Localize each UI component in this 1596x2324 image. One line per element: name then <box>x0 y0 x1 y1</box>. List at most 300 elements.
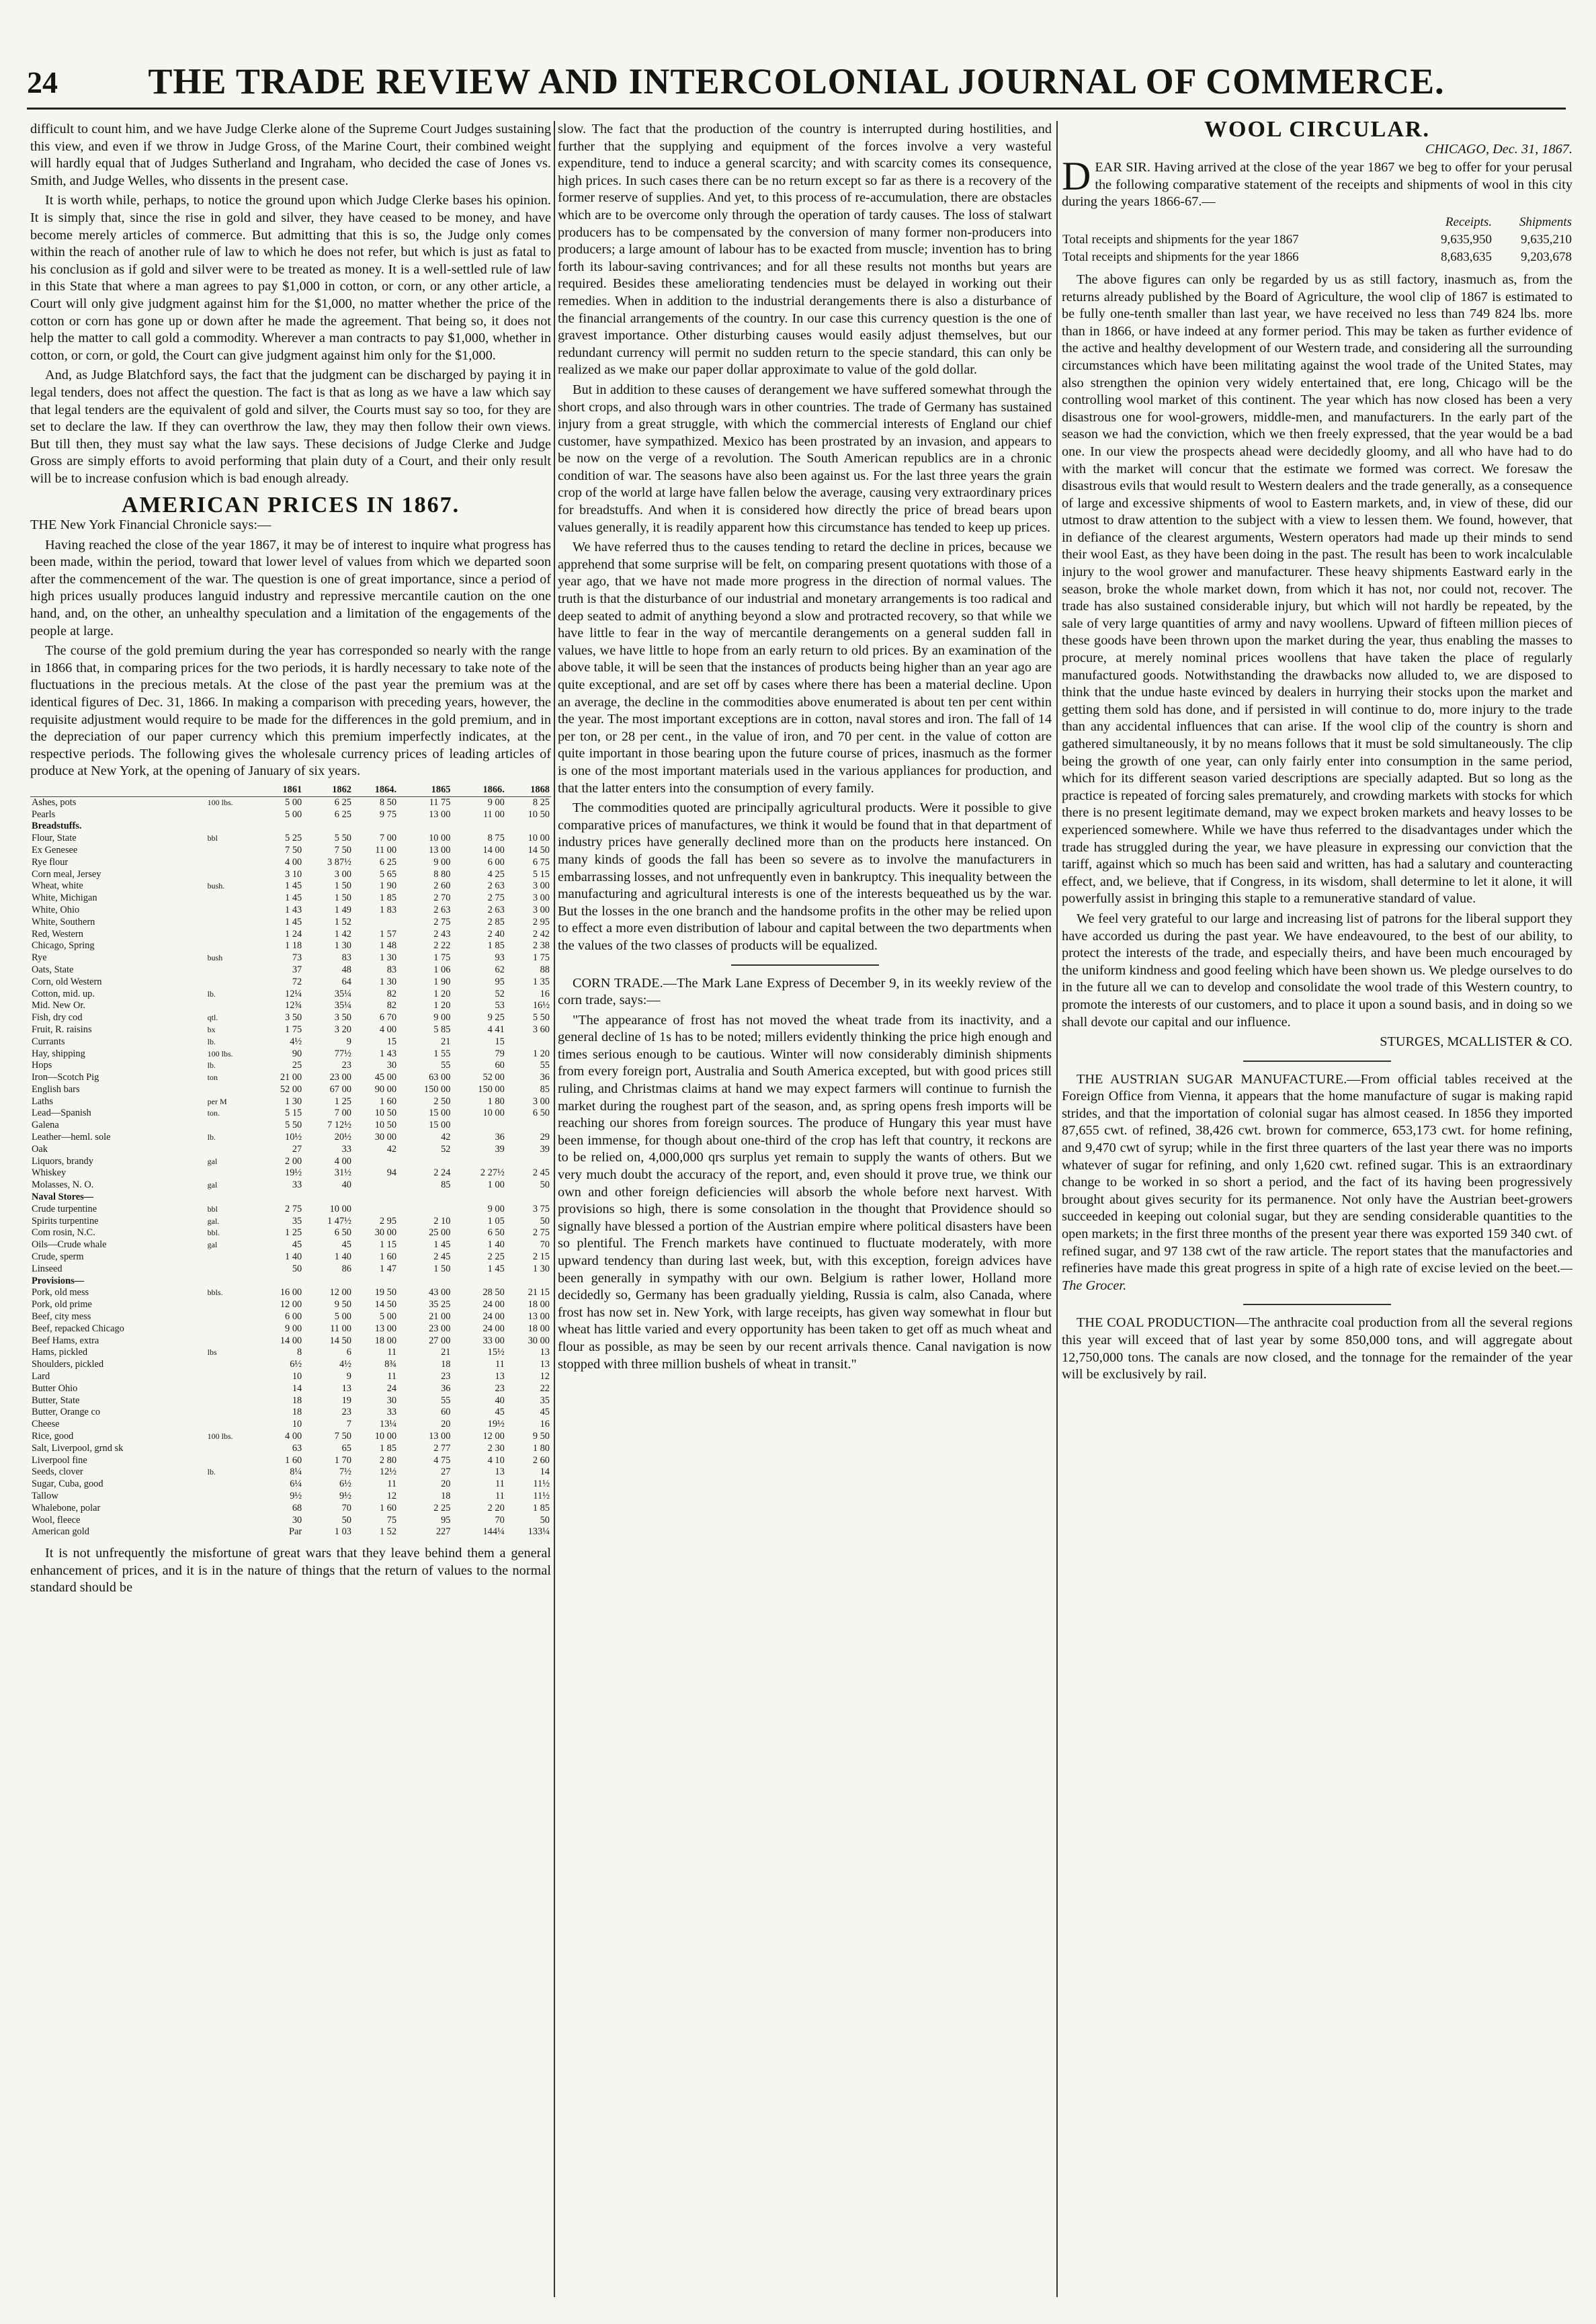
price-cell: 8 80 <box>433 868 451 880</box>
commodity-name: White, Michigan <box>32 893 97 904</box>
coal-article <box>1062 1315 1572 1383</box>
commodity-name: Crude, sperm <box>32 1251 84 1263</box>
price-cell: 2 95 <box>532 916 550 927</box>
price-cell: 5 50 <box>334 833 351 844</box>
price-cell: 13¼ <box>379 1419 397 1430</box>
price-cell: 62 <box>495 964 505 975</box>
price-cell: 29 <box>540 1132 550 1143</box>
commodity-name: White, Ohio <box>32 904 80 915</box>
row-label: Total receipts and shipments for the year 1866 <box>1062 249 1299 264</box>
price-cell: 133¼ <box>528 1526 550 1538</box>
price-cell: 53 <box>495 1000 505 1011</box>
receipts-value: 8,683,635 <box>1441 249 1493 264</box>
price-cell <box>506 1036 551 1048</box>
commodity-name: Oak <box>32 1143 48 1155</box>
commodity-unit <box>206 1359 258 1371</box>
column-1 <box>30 121 551 2297</box>
price-cell: 10½ <box>285 1132 302 1143</box>
table-row <box>30 1156 551 1168</box>
price-cell <box>258 1276 303 1288</box>
price-cell: 7 00 <box>334 1108 351 1119</box>
commodity-name: Butter, Orange co <box>32 1407 101 1418</box>
price-cell: 2 75 <box>532 1227 550 1239</box>
price-cell: 2 63 <box>433 904 451 915</box>
commodity-name: Oats, State <box>32 964 74 975</box>
commodity-name: Lard <box>32 1371 50 1382</box>
price-cell: 11 00 <box>482 808 505 820</box>
price-cell: 23 <box>341 1060 351 1071</box>
price-cell: 93 <box>495 952 505 964</box>
price-cell: 43 00 <box>429 1287 451 1298</box>
section-rule <box>1243 1061 1391 1062</box>
price-cell: 70 <box>341 1502 351 1513</box>
paragraph: The above figures can only be regarded by us as still factory, inasmuch as, from the returns already published by the Board of Agriculture, the wool clip of 1867 is estimated to be fully one-tenth smaller than last year, we have received no less than 749 824 lbs. more than in 1866, or have indeed at any former period. This may be taken as further evidence of the active and healthy development of our Western trade, and considering all the surrounding circumstances which have been militating against the wool trade of the United States, may also strengthen the opinion very widely entertained that, ere long, Chicago will be the controlling wool market of this continent. The year which has now closed has been a very disastrous one for wool-growers, middle-men, and manufacturers. In the early part of the season we had the conviction, which we then freely expressed, that the year would be a bad one. In our view the prospects ahead were decidedly gloomy, and all who have had to do with the market will concur that the estimate we formed was correct. We foresaw the disastrous evils that would result to Western dealers and the trade generally, as a consequence of large and excessive shipments of wool to Eastern markets, and, in view of these, did our utmost to draw attention to the subject with a view to lessen them. We found, however, that in defiance of the clearest arguments, Western operators had made up their minds to send their wool East, as they have been doing in the past. The result has been to work incalculable injury to the wool grower and manufacturer. These heavy shipments Eastward early in the season, broke the whole market down, from which it has not, nor could not, recover. The trade has also sustained considerable injury, but which will not hardly be repeated, by the sale of very large quantities of army and navy woollens. Upward of fifteen million pieces of these goods have been thrown upon the market during the year, thus enabling the masses to procure, at merely nominal prices woollens that have taken the place of regularly manufactured goods. Notwithstanding the drawbacks now alluded to, we are disposed to think that the undue haste evinced by dealers in hurrying their stocks upon the market and getting them sold has done, and if persisted in will continue to do, more injury to the trade than any accidental influences that can arise. If the wool clip of the country is shorn and gathered simultaneously, it by no means follows that it must be sold simultaneously. The clip being the growth of one year, can only fairly enter into consumption in the same period, which for its different season varied descriptions are specially adapted. But so long as the practice is repeated of forcing sales prematurely, and crowding markets with stocks for which there is no present legitimate demand, may we expect broken markets and heavy losses to be experienced somewhere. While we have thus referred to the disadvantages under which the trade has struggled during the year, we have pleasure in expressing our conviction that the tariff, against which so much has been said and written, has had a salutary and counteracting effect, and, we believe, that if Congress, in its wisdom, shall determine to let it alone, it will powerfully assist in bringing this staple to a remunerative standard of value. <box>1062 272 1572 907</box>
price-cell: 6 50 <box>334 1227 351 1239</box>
price-cell: 2 22 <box>433 940 451 952</box>
table-row <box>30 1096 551 1108</box>
table-row <box>1062 249 1572 266</box>
commodity-unit <box>206 1371 258 1383</box>
salutation-paragraph: DEAR SIR. Having arrived at the close of the year 1867 we beg to offer for your perusal the following comparative statement of the receipts and shipments of wool in this city during the years 1866-67.— <box>1062 154 1572 210</box>
commodity-unit: bush <box>207 953 223 963</box>
price-cell: 6¼ <box>290 1479 302 1490</box>
price-cell: 3 50 <box>334 1012 351 1024</box>
price-cell: 33 <box>341 1143 351 1155</box>
price-cell: 11½ <box>533 1479 550 1490</box>
price-cell: 1 57 <box>379 928 397 940</box>
commodity-unit <box>206 869 258 881</box>
price-cell: 21 <box>441 1036 451 1047</box>
commodity-unit <box>206 1323 258 1335</box>
price-cell: 20½ <box>334 1132 351 1143</box>
commodity-unit: per M <box>207 1096 227 1106</box>
price-cell <box>398 1276 452 1288</box>
price-cell: 6 00 <box>285 1311 302 1323</box>
price-cell: 24 <box>386 1382 397 1394</box>
commodity-unit <box>206 1299 258 1311</box>
price-cell: 3 87½ <box>327 856 351 868</box>
price-cell: 6 25 <box>334 796 351 808</box>
commodity-unit: lb. <box>207 1467 216 1477</box>
price-cell: 35 <box>540 1395 550 1406</box>
commodity-unit: 100 lbs. <box>207 1048 233 1059</box>
price-cell: 39 <box>540 1143 550 1155</box>
price-cell: 2 80 <box>379 1454 397 1466</box>
price-cell: 1 80 <box>487 1095 505 1107</box>
price-cell: 5 00 <box>285 796 302 808</box>
price-cell: 2 15 <box>532 1251 550 1263</box>
commodity-unit: lbs <box>207 1347 217 1358</box>
price-cell: 18 00 <box>374 1335 397 1346</box>
commodity-name: Liquors, brandy <box>32 1155 93 1167</box>
table-row <box>30 1479 551 1491</box>
price-cell: 6 70 <box>379 1012 397 1024</box>
commodity-name: Rye flour <box>32 856 69 868</box>
sugar-lead: THE AUSTRIAN SUGAR MANUFACTURE. <box>1077 1071 1347 1087</box>
price-cell: 19½ <box>487 1419 505 1430</box>
dateline: CHICAGO, Dec. 31, 1867. <box>1425 141 1572 157</box>
price-cell: 50 <box>540 1215 550 1227</box>
coal-body: —The anthracite coal production from all the several regions this year will exceed that of last year by some 850,000 tons, and will aggregate about 12,750,000 tons. The canals are now closed, and the tonnage for the remainder of the year will be exclusively by rail. <box>1062 1315 1572 1382</box>
page-header <box>27 54 1566 110</box>
price-cell: 75 <box>386 1514 397 1526</box>
price-cell: 65 <box>341 1442 351 1454</box>
column-divider <box>554 121 555 2297</box>
price-cell: 5 15 <box>285 1108 302 1119</box>
price-cell: 72 <box>292 976 302 987</box>
price-cell: 3 00 <box>532 893 550 904</box>
commodity-unit <box>206 929 258 941</box>
commodity-unit <box>206 857 258 869</box>
price-cell: 20 <box>441 1419 451 1430</box>
table-row <box>30 1179 551 1192</box>
price-cell: 4 00 <box>379 1024 397 1035</box>
price-cell: 4 41 <box>487 1024 505 1035</box>
table-row <box>30 1359 551 1371</box>
price-cell: 12 <box>540 1371 550 1382</box>
price-cell: 18 00 <box>528 1299 550 1311</box>
table-row <box>30 929 551 941</box>
price-cell: 15½ <box>487 1347 505 1358</box>
price-cell <box>353 1179 398 1192</box>
price-cell: 2 70 <box>433 893 451 904</box>
price-cell: 4 10 <box>487 1454 505 1466</box>
commodity-unit <box>206 1167 258 1179</box>
commodity-unit: lb. <box>207 1061 216 1071</box>
table-row <box>30 1036 551 1048</box>
commodity-name: Shoulders, pickled <box>32 1359 104 1370</box>
price-cell: 1 50 <box>433 1263 451 1274</box>
price-cell: 25 <box>292 1060 302 1071</box>
price-cell: 15 <box>386 1036 397 1047</box>
price-cell: 2 85 <box>487 916 505 927</box>
price-cell: 1 30 <box>532 1263 550 1274</box>
price-cell: 45 <box>540 1407 550 1418</box>
commodity-header <box>30 784 206 796</box>
table-row <box>30 940 551 952</box>
price-cell: 3 00 <box>532 880 550 892</box>
price-cell: 14 00 <box>482 844 505 856</box>
commodity-name: Provisions— <box>32 1275 85 1286</box>
price-cell: 10 50 <box>528 808 550 820</box>
table-row <box>30 821 551 833</box>
year-header: 1865 <box>398 784 452 796</box>
table-row <box>30 833 551 845</box>
price-cell: 14 50 <box>374 1299 397 1311</box>
table-row <box>30 1431 551 1443</box>
price-cell: 10 00 <box>528 833 550 844</box>
price-cell: 64 <box>341 976 351 987</box>
price-cell: 13 <box>540 1347 550 1358</box>
table-row <box>30 1299 551 1311</box>
price-cell: 94 <box>386 1167 397 1179</box>
price-cell: 23 00 <box>329 1072 351 1083</box>
commodity-name: Corn, old Western <box>32 976 102 987</box>
price-cell: 13 <box>540 1359 550 1370</box>
price-cell: 9½ <box>290 1490 302 1501</box>
commodity-name: Wheat, white <box>32 880 83 892</box>
table-row <box>30 1192 551 1204</box>
price-cell: 55 <box>540 1060 550 1071</box>
price-cell: 11 <box>495 1359 505 1370</box>
price-cell: 95 <box>441 1514 451 1526</box>
price-cell: 30 00 <box>374 1132 397 1143</box>
price-cell: 8 <box>297 1347 302 1358</box>
price-cell: 6 50 <box>487 1227 505 1239</box>
commodity-name: Wool, fleece <box>32 1514 81 1526</box>
table-row <box>30 1251 551 1263</box>
price-cell: 13 00 <box>374 1323 397 1334</box>
commodity-name: Butter Ohio <box>32 1382 78 1394</box>
commodity-name: Fruit, R. raisins <box>32 1024 92 1035</box>
price-cell: 2 77 <box>433 1442 451 1454</box>
price-cell: 5 00 <box>379 1311 397 1323</box>
table-row <box>30 1466 551 1479</box>
price-cell: 18 <box>292 1395 302 1406</box>
price-cell: 5 15 <box>532 868 550 880</box>
price-cell <box>452 1120 505 1132</box>
price-cell <box>353 1276 398 1288</box>
price-cell: 39 <box>495 1143 505 1155</box>
table-row <box>30 1000 551 1012</box>
commodity-name: Iron—Scotch Pig <box>32 1072 99 1083</box>
table-row <box>30 1395 551 1407</box>
price-cell: 82 <box>386 1000 397 1011</box>
table-row <box>30 1204 551 1216</box>
price-cell: 60 <box>441 1407 451 1418</box>
price-cell: 30 <box>386 1060 397 1071</box>
commodity-unit <box>206 1515 258 1527</box>
commodity-name: Lead—Spanish <box>32 1108 91 1119</box>
price-cell: 2 63 <box>487 880 505 892</box>
price-cell: 5 00 <box>285 808 302 820</box>
table-row <box>30 964 551 977</box>
table-row <box>30 989 551 1001</box>
price-cell <box>398 821 452 833</box>
table-row <box>30 1311 551 1323</box>
table-row <box>30 1227 551 1239</box>
price-cell: 35 25 <box>429 1299 451 1311</box>
price-cell: 16½ <box>532 1000 550 1011</box>
price-cell: 1 60 <box>379 1502 397 1513</box>
commodity-unit: lb. <box>207 1132 216 1143</box>
price-cell: 2 20 <box>487 1502 505 1513</box>
price-cell: 7 50 <box>334 1431 351 1442</box>
price-cell: 9½ <box>339 1490 351 1501</box>
price-cell: 79 <box>495 1048 505 1059</box>
commodity-unit <box>206 1419 258 1431</box>
table-row <box>30 1024 551 1036</box>
commodity-name: American gold <box>32 1526 89 1538</box>
price-cell: 1 85 <box>487 940 505 952</box>
commodity-unit: 100 lbs. <box>207 797 233 807</box>
commodity-unit <box>206 1491 258 1503</box>
commodity-name: Salt, Liverpool, grnd sk <box>32 1442 124 1454</box>
paragraph: The course of the gold premium during the year has corresponded so nearly with the range in 1866 that, in comparing prices for the two periods, it is hardly necessary to take note of the fluctuations in the precious metals. At the close of the past year the premium was at the identical figures of Dec. 31, 1866. In making a comparison with preceding years, however, the requisite adjustment would require to be made for the differences in the gold premium, and in the depreciation of our paper currency which this premium imperfectly indicates, at the respective periods. The following gives the wholesale currency prices of leading articles of produce at New York, at the opening of January of six years. <box>30 643 551 779</box>
commodity-unit: bx <box>207 1024 216 1034</box>
price-cell: 1 70 <box>334 1454 351 1466</box>
column-3 <box>1062 121 1572 2297</box>
commodity-unit: lb. <box>207 989 216 999</box>
commodity-name: Flour, State <box>32 833 77 844</box>
price-cell: 8 75 <box>487 833 505 844</box>
price-cell: 1 15 <box>379 1239 397 1251</box>
table-row <box>30 1323 551 1335</box>
table-row <box>30 917 551 929</box>
price-cell: 9 50 <box>532 1431 550 1442</box>
table-row <box>30 1443 551 1455</box>
price-cell: 3 10 <box>285 868 302 880</box>
price-cell: 1 00 <box>487 1179 505 1191</box>
commodity-name: Sugar, Cuba, good <box>32 1479 103 1490</box>
price-cell: 88 <box>540 964 550 975</box>
price-cell: 2 75 <box>433 916 451 927</box>
price-cell: 18 <box>441 1490 451 1501</box>
commodity-name: Currants <box>32 1036 65 1047</box>
commodity-name: Laths <box>32 1095 53 1107</box>
price-cell: 9 00 <box>487 1203 505 1214</box>
commodity-unit <box>206 893 258 905</box>
price-cell: 73 <box>292 952 302 964</box>
price-cell: 7 50 <box>334 844 351 856</box>
price-cell: 12¼ <box>285 988 302 999</box>
commodity-unit <box>206 1526 258 1538</box>
price-cell: 12 00 <box>280 1299 302 1311</box>
price-cell: 6½ <box>290 1359 302 1370</box>
price-cell: 9 00 <box>487 796 505 808</box>
price-cell: 18 <box>441 1359 451 1370</box>
price-cell <box>506 1276 551 1288</box>
price-cell: 83 <box>386 964 397 975</box>
price-cell: 4½ <box>290 1036 302 1047</box>
commodity-name: Seeds, clover <box>32 1466 83 1478</box>
table-row <box>30 1060 551 1072</box>
commodity-name: Crude turpentine <box>32 1203 97 1214</box>
price-cell: 2 45 <box>433 1251 451 1263</box>
price-cell: 5 85 <box>433 1024 451 1035</box>
price-cell: 3 60 <box>532 1024 550 1035</box>
price-cell: 14 00 <box>280 1335 302 1346</box>
commodity-name: Corn meal, Jersey <box>32 868 101 880</box>
price-cell: 13 <box>341 1382 351 1394</box>
price-cell <box>452 821 505 833</box>
commodity-unit <box>206 977 258 989</box>
price-cell: 11 <box>387 1347 397 1358</box>
price-cell: 55 <box>441 1395 451 1406</box>
commodity-unit: bbl <box>207 833 218 843</box>
price-cell: 33 00 <box>482 1335 505 1346</box>
price-cell: 1 85 <box>379 1442 397 1454</box>
price-cell: 45 <box>341 1239 351 1251</box>
price-cell: 20 <box>441 1479 451 1490</box>
price-cell: 4 00 <box>334 1155 351 1167</box>
price-cell: 3 20 <box>334 1024 351 1035</box>
coal-lead: THE COAL PRODUCTION <box>1077 1315 1236 1331</box>
table-row <box>30 1216 551 1228</box>
price-cell: 2 25 <box>487 1251 505 1263</box>
table-row <box>30 1407 551 1419</box>
commodity-name: White, Southern <box>32 916 95 927</box>
price-cell: 33 <box>292 1179 302 1191</box>
table-row <box>30 1167 551 1179</box>
price-cell: 18 00 <box>528 1323 550 1334</box>
table-row <box>30 1287 551 1299</box>
commodity-unit: bush. <box>207 881 225 891</box>
price-cell: 15 00 <box>429 1108 451 1119</box>
price-cell: 11 <box>387 1479 397 1490</box>
price-cell <box>506 1156 551 1168</box>
table-row <box>30 1515 551 1527</box>
price-cell: 2 45 <box>532 1167 550 1179</box>
price-cell <box>303 1276 353 1288</box>
commodity-unit <box>206 1311 258 1323</box>
price-cell: 1 60 <box>379 1095 397 1107</box>
price-cell: 35¼ <box>334 1000 351 1011</box>
price-cell: 9 <box>346 1036 351 1047</box>
price-cell: 3 00 <box>532 1095 550 1107</box>
price-cell: 3 50 <box>285 1012 302 1024</box>
price-cell: 1 40 <box>285 1251 302 1263</box>
price-cell: 1 43 <box>379 1048 397 1059</box>
price-cell: 6½ <box>339 1479 351 1490</box>
wool-receipts-table <box>1062 214 1572 266</box>
table-row <box>30 809 551 821</box>
receipts-value: 9,635,950 <box>1441 232 1493 247</box>
price-cell: 1 48 <box>379 940 397 952</box>
paragraph: And, as Judge Blatchford says, the fact that the judgment can be discharged by paying it in legal tenders, does not affect the question. The fact is that as long as we have a law which say that legal tenders are the equivalent of gold and silver, the Courts must say so too, for they are set to declare the law. If they can overthrow the law, they may then follow their own views. But till then, they must say what the law says. These decisions of Judge Clerke and Judge Gross are simply efforts to avoid performing that plain duty of a Court, and their only result will be to increase confusion which is bad enough already. <box>30 368 551 486</box>
price-cell: 5 50 <box>285 1120 302 1131</box>
price-cell: 2 10 <box>433 1215 451 1227</box>
price-cell: 10 00 <box>429 833 451 844</box>
commodity-name: Hay, shipping <box>32 1048 85 1059</box>
commodity-name: Leather—heml. sole <box>32 1132 111 1143</box>
commodity-name: Cheese <box>32 1419 60 1430</box>
commodity-name: Rye <box>32 952 47 964</box>
price-cell: 6 25 <box>334 808 351 820</box>
price-cell: 16 <box>540 1419 550 1430</box>
price-cell: 9 <box>346 1371 351 1382</box>
price-cell: 13 00 <box>429 1431 451 1442</box>
price-cell: 150 00 <box>423 1083 451 1095</box>
section-rule <box>1243 1304 1391 1305</box>
price-cell: 11 <box>495 1490 505 1501</box>
price-cell: 12¾ <box>285 1000 302 1011</box>
price-cell: 9 75 <box>379 808 397 820</box>
price-cell: 1 43 <box>285 904 302 915</box>
shipments-value: 9,635,210 <box>1521 232 1572 247</box>
commodity-unit: ton. <box>207 1108 220 1118</box>
price-cell: 10 <box>292 1419 302 1430</box>
price-cell: 36 <box>540 1072 550 1083</box>
year-header: 1868 <box>506 784 551 796</box>
commodity-name: Com rosin, N.C. <box>32 1227 95 1239</box>
price-cell: 33 <box>386 1407 397 1418</box>
commodity-unit <box>206 905 258 917</box>
price-cell: 31½ <box>334 1167 351 1179</box>
shipments-header: Shipments <box>1519 214 1572 229</box>
price-cell: 11 00 <box>375 844 397 856</box>
table-row <box>30 1503 551 1515</box>
price-cell: 30 00 <box>528 1335 550 1346</box>
commodity-unit <box>206 1335 258 1347</box>
price-cell: 13 00 <box>429 808 451 820</box>
table-row <box>30 1012 551 1024</box>
commodity-unit: gal <box>207 1156 218 1166</box>
commodity-unit: 100 lbs. <box>207 1431 233 1441</box>
commodity-unit <box>206 1479 258 1491</box>
price-cell: 2 38 <box>532 940 550 952</box>
price-cell: 45 00 <box>374 1072 397 1083</box>
